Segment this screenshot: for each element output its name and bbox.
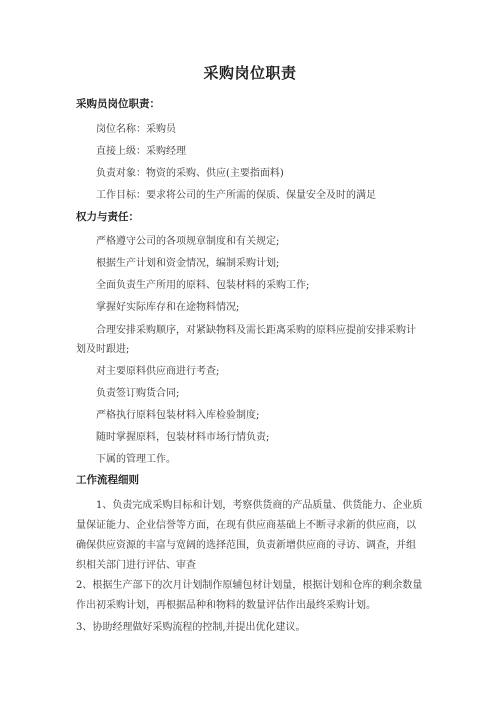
- section-heading-rights-responsibilities: 权力与责任：: [76, 211, 139, 223]
- list-item: 合理安排采购顺序，对紧缺物料及需长距离采购的原料应提前安排采购计: [96, 325, 416, 336]
- list-item: 岗位名称：采购员: [96, 124, 176, 135]
- list-item: 直接上级：采购经理: [96, 146, 186, 157]
- list-item: 对主要原料供应商进行考查;: [96, 366, 220, 377]
- list-item: 负责签订购货合同;: [96, 388, 180, 399]
- list-item: 严格遵守公司的各项规章制度和有关规定;: [96, 236, 280, 247]
- list-item: 负责对象：物资的采购、供应(主要指面料): [96, 168, 284, 179]
- section-heading-workflow: 工作流程细则: [76, 474, 139, 486]
- list-item: 下属的管理工作。: [96, 454, 176, 465]
- paragraph-line: 量保证能力、企业信誉等方面，在现有供应商基础上不断寻求新的供应商，以: [76, 520, 416, 531]
- document-title: 采购岗位职责: [203, 64, 297, 82]
- paragraph-line: 3、协助经理做好采购流程的控制,并提出优化建议。: [76, 622, 306, 633]
- paragraph-line: 作出初采购计划，再根据品种和物料的数量评估作出最终采购计划。: [76, 600, 376, 611]
- list-item: 严格执行原料包装材料入库检验制度;: [96, 410, 260, 421]
- paragraph-line: 2、根据生产部下的次月计划制作原辅包材计划量，根据计划和仓库的剩余数量: [76, 580, 423, 591]
- section-heading-job-duties: 采购员岗位职责：: [76, 98, 160, 110]
- list-item: 全面负责生产所用的原料、包装材料的采购工作;: [96, 280, 310, 291]
- list-item: 掌握好实际库存和在途物料情况;: [96, 302, 240, 313]
- list-item-continuation: 划及时跟进;: [76, 344, 130, 355]
- list-item: 工作目标：要求将公司的生产所需的保质、保量安全及时的满足: [96, 190, 376, 201]
- list-item: 随时掌握原料，包装材料市场行情负责;: [96, 432, 270, 443]
- list-item: 根据生产计划和资金情况，编制采购计划;: [96, 258, 280, 269]
- paragraph-line: 1、负责完成采购目标和计划，考察供货商的产品质量、供货能力、企业质: [96, 500, 423, 511]
- paragraph-line: 确保供应资源的丰富与宽阔的选择范围，负责新增供应商的寻访、调查，并组: [76, 540, 416, 551]
- paragraph-line: 织相关部门进行评估、审查: [76, 560, 196, 571]
